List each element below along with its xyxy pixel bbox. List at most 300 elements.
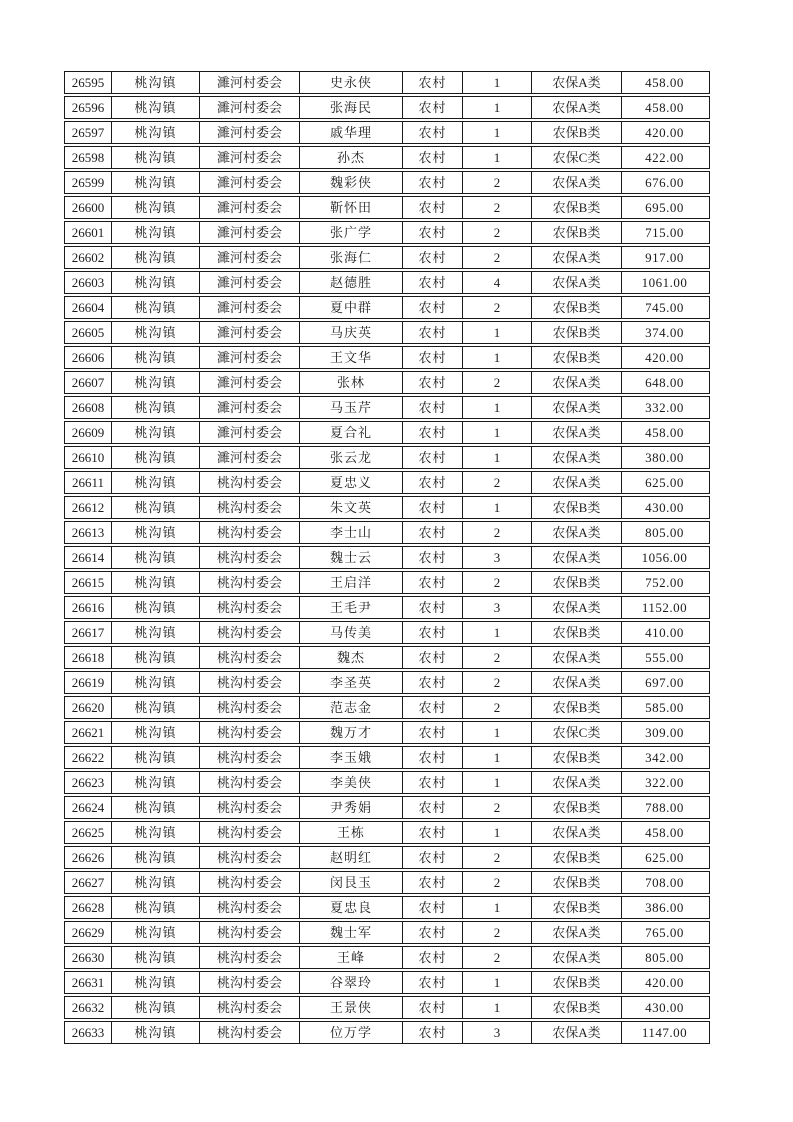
table-row	[64, 696, 710, 719]
amount: 1061.00	[641, 275, 688, 290]
residence-type: 农村	[403, 372, 463, 393]
insurance-category: 农保A类	[532, 372, 622, 393]
amount: 458.00	[645, 425, 684, 440]
record-id: 26602	[65, 247, 112, 268]
amount: 752.00	[645, 575, 684, 590]
person-count: 1	[463, 397, 532, 418]
person-count: 4	[463, 272, 532, 293]
amount: 1152.00	[641, 600, 688, 615]
person-count: 2	[463, 672, 532, 693]
town-name: 桃沟镇	[112, 397, 200, 418]
record-id: 26603	[65, 272, 112, 293]
amount: 805.00	[645, 950, 684, 965]
insurance-category: 农保A类	[532, 922, 622, 943]
record-id: 26600	[65, 197, 112, 218]
record-id: 26598	[65, 147, 112, 168]
person-name: 赵德胜	[300, 272, 403, 293]
record-id: 26631	[65, 972, 112, 993]
village-committee: 桃沟村委会	[200, 822, 300, 843]
town-name: 桃沟镇	[112, 947, 200, 968]
person-name: 夏中群	[300, 297, 403, 318]
table-row	[64, 321, 710, 344]
residence-type: 农村	[403, 347, 463, 368]
village-committee: 桃沟村委会	[200, 872, 300, 893]
table-row	[64, 221, 710, 244]
village-committee: 濉河村委会	[200, 397, 300, 418]
record-id: 26604	[65, 297, 112, 318]
amount: 765.00	[645, 925, 684, 940]
insurance-category: 农保B类	[532, 297, 622, 318]
residence-type: 农村	[403, 1022, 463, 1043]
person-name: 李玉娥	[300, 747, 403, 768]
person-count: 2	[463, 797, 532, 818]
insurance-category: 农保B类	[532, 347, 622, 368]
record-id: 26629	[65, 922, 112, 943]
person-name: 张云龙	[300, 447, 403, 468]
person-count: 2	[463, 872, 532, 893]
table-row	[64, 71, 710, 94]
person-count: 3	[463, 547, 532, 568]
town-name: 桃沟镇	[112, 597, 200, 618]
person-name: 魏士军	[300, 922, 403, 943]
insurance-category: 农保A类	[532, 647, 622, 668]
insurance-category: 农保B类	[532, 497, 622, 518]
person-name: 王栋	[300, 822, 403, 843]
town-name: 桃沟镇	[112, 222, 200, 243]
residence-type: 农村	[403, 572, 463, 593]
amount: 648.00	[645, 375, 684, 390]
person-count: 1	[463, 97, 532, 118]
residence-type: 农村	[403, 672, 463, 693]
village-committee: 桃沟村委会	[200, 997, 300, 1018]
town-name: 桃沟镇	[112, 472, 200, 493]
amount: 625.00	[645, 850, 684, 865]
insurance-category: 农保A类	[532, 772, 622, 793]
person-count: 1	[463, 747, 532, 768]
table-row	[64, 646, 710, 669]
person-name: 张广学	[300, 222, 403, 243]
town-name: 桃沟镇	[112, 447, 200, 468]
insurance-category: 农保A类	[532, 947, 622, 968]
person-name: 位万学	[300, 1022, 403, 1043]
village-committee: 桃沟村委会	[200, 672, 300, 693]
village-committee: 濉河村委会	[200, 372, 300, 393]
record-id: 26620	[65, 697, 112, 718]
insurance-category: 农保A类	[532, 422, 622, 443]
residence-type: 农村	[403, 522, 463, 543]
insurance-category: 农保B类	[532, 847, 622, 868]
residence-type: 农村	[403, 872, 463, 893]
residence-type: 农村	[403, 597, 463, 618]
village-committee: 桃沟村委会	[200, 897, 300, 918]
table-row	[64, 521, 710, 544]
amount: 458.00	[645, 825, 684, 840]
amount: 676.00	[645, 175, 684, 190]
amount: 745.00	[645, 300, 684, 315]
person-name: 马玉芹	[300, 397, 403, 418]
record-id: 26628	[65, 897, 112, 918]
person-count: 1	[463, 997, 532, 1018]
table-row	[64, 446, 710, 469]
person-count: 2	[463, 197, 532, 218]
person-name: 赵明红	[300, 847, 403, 868]
record-id: 26619	[65, 672, 112, 693]
amount: 430.00	[645, 500, 684, 515]
town-name: 桃沟镇	[112, 322, 200, 343]
residence-type: 农村	[403, 622, 463, 643]
amount: 322.00	[645, 775, 684, 790]
residence-type: 农村	[403, 247, 463, 268]
record-id: 26608	[65, 397, 112, 418]
table-row	[64, 771, 710, 794]
residence-type: 农村	[403, 922, 463, 943]
amount: 420.00	[645, 975, 684, 990]
amount: 386.00	[645, 900, 684, 915]
residence-type: 农村	[403, 822, 463, 843]
table-row	[64, 296, 710, 319]
insurance-category: 农保A类	[532, 547, 622, 568]
table-row	[64, 196, 710, 219]
village-committee: 桃沟村委会	[200, 972, 300, 993]
town-name: 桃沟镇	[112, 197, 200, 218]
village-committee: 桃沟村委会	[200, 522, 300, 543]
person-name: 夏合礼	[300, 422, 403, 443]
insurance-category: 农保B类	[532, 797, 622, 818]
village-committee: 桃沟村委会	[200, 747, 300, 768]
insurance-category: 农保B类	[532, 697, 622, 718]
town-name: 桃沟镇	[112, 372, 200, 393]
town-name: 桃沟镇	[112, 747, 200, 768]
insurance-category: 农保A类	[532, 822, 622, 843]
town-name: 桃沟镇	[112, 122, 200, 143]
person-name: 夏忠义	[300, 472, 403, 493]
table-row	[64, 821, 710, 844]
amount: 1147.00	[641, 1025, 688, 1040]
person-name: 马传美	[300, 622, 403, 643]
record-id: 26627	[65, 872, 112, 893]
village-committee: 濉河村委会	[200, 297, 300, 318]
town-name: 桃沟镇	[112, 822, 200, 843]
insurance-category: 农保B类	[532, 122, 622, 143]
table-row	[64, 621, 710, 644]
person-name: 李士山	[300, 522, 403, 543]
town-name: 桃沟镇	[112, 922, 200, 943]
person-name: 魏杰	[300, 647, 403, 668]
table-row	[64, 896, 710, 919]
table-row	[64, 971, 710, 994]
record-id: 26622	[65, 747, 112, 768]
residence-type: 农村	[403, 472, 463, 493]
person-name: 李美侠	[300, 772, 403, 793]
residence-type: 农村	[403, 122, 463, 143]
town-name: 桃沟镇	[112, 647, 200, 668]
record-id: 26630	[65, 947, 112, 968]
amount: 697.00	[645, 675, 684, 690]
person-count: 2	[463, 947, 532, 968]
town-name: 桃沟镇	[112, 722, 200, 743]
village-committee: 濉河村委会	[200, 272, 300, 293]
person-count: 2	[463, 847, 532, 868]
record-id: 26599	[65, 172, 112, 193]
town-name: 桃沟镇	[112, 147, 200, 168]
table-row	[64, 171, 710, 194]
table-row	[64, 921, 710, 944]
village-committee: 桃沟村委会	[200, 1022, 300, 1043]
amount: 430.00	[645, 1000, 684, 1015]
person-name: 张林	[300, 372, 403, 393]
insurance-category: 农保B类	[532, 747, 622, 768]
person-count: 1	[463, 72, 532, 93]
town-name: 桃沟镇	[112, 347, 200, 368]
insurance-category: 农保A类	[532, 397, 622, 418]
record-id: 26623	[65, 772, 112, 793]
person-count: 1	[463, 422, 532, 443]
residence-type: 农村	[403, 797, 463, 818]
record-id: 26611	[65, 472, 112, 493]
village-committee: 濉河村委会	[200, 72, 300, 93]
residence-type: 农村	[403, 272, 463, 293]
village-committee: 桃沟村委会	[200, 472, 300, 493]
person-count: 2	[463, 647, 532, 668]
town-name: 桃沟镇	[112, 772, 200, 793]
residence-type: 农村	[403, 297, 463, 318]
amount: 422.00	[645, 150, 684, 165]
table-row	[64, 846, 710, 869]
person-count: 2	[463, 472, 532, 493]
amount: 805.00	[645, 525, 684, 540]
residence-type: 农村	[403, 947, 463, 968]
table-row	[64, 246, 710, 269]
table-row	[64, 421, 710, 444]
person-count: 2	[463, 172, 532, 193]
amount: 585.00	[645, 700, 684, 715]
village-committee: 濉河村委会	[200, 322, 300, 343]
village-committee: 濉河村委会	[200, 222, 300, 243]
record-id: 26617	[65, 622, 112, 643]
insurance-category: 农保A类	[532, 1022, 622, 1043]
person-name: 王启洋	[300, 572, 403, 593]
insurance-category: 农保A类	[532, 472, 622, 493]
record-id: 26632	[65, 997, 112, 1018]
town-name: 桃沟镇	[112, 972, 200, 993]
village-committee: 桃沟村委会	[200, 797, 300, 818]
insurance-category: 农保A类	[532, 522, 622, 543]
amount: 342.00	[645, 750, 684, 765]
town-name: 桃沟镇	[112, 697, 200, 718]
table-row	[64, 596, 710, 619]
residence-type: 农村	[403, 972, 463, 993]
table-row	[64, 471, 710, 494]
town-name: 桃沟镇	[112, 897, 200, 918]
insurance-category: 农保A类	[532, 247, 622, 268]
residence-type: 农村	[403, 772, 463, 793]
person-name: 尹秀娟	[300, 797, 403, 818]
person-count: 1	[463, 497, 532, 518]
town-name: 桃沟镇	[112, 797, 200, 818]
person-name: 夏忠良	[300, 897, 403, 918]
person-count: 2	[463, 922, 532, 943]
village-committee: 濉河村委会	[200, 247, 300, 268]
table-row	[64, 671, 710, 694]
record-id: 26616	[65, 597, 112, 618]
town-name: 桃沟镇	[112, 172, 200, 193]
residence-type: 农村	[403, 147, 463, 168]
table-row	[64, 871, 710, 894]
village-committee: 桃沟村委会	[200, 922, 300, 943]
town-name: 桃沟镇	[112, 272, 200, 293]
record-id: 26618	[65, 647, 112, 668]
table-row	[64, 721, 710, 744]
amount: 715.00	[645, 225, 684, 240]
person-name: 马庆英	[300, 322, 403, 343]
record-id: 26612	[65, 497, 112, 518]
village-committee: 濉河村委会	[200, 347, 300, 368]
record-id: 26609	[65, 422, 112, 443]
village-committee: 桃沟村委会	[200, 847, 300, 868]
person-name: 孙杰	[300, 147, 403, 168]
person-name: 靳怀田	[300, 197, 403, 218]
person-name: 谷翠玲	[300, 972, 403, 993]
person-name: 张海民	[300, 97, 403, 118]
insurance-category: 农保A类	[532, 97, 622, 118]
table-row	[64, 371, 710, 394]
village-committee: 濉河村委会	[200, 172, 300, 193]
residence-type: 农村	[403, 222, 463, 243]
village-committee: 濉河村委会	[200, 147, 300, 168]
amount: 708.00	[645, 875, 684, 890]
table-row	[64, 146, 710, 169]
town-name: 桃沟镇	[112, 522, 200, 543]
table-row	[64, 271, 710, 294]
amount: 458.00	[645, 75, 684, 90]
residence-type: 农村	[403, 97, 463, 118]
village-committee: 桃沟村委会	[200, 697, 300, 718]
amount: 555.00	[645, 650, 684, 665]
town-name: 桃沟镇	[112, 672, 200, 693]
person-name: 范志金	[300, 697, 403, 718]
record-id: 26595	[65, 72, 112, 93]
amount: 420.00	[645, 125, 684, 140]
table-row	[64, 546, 710, 569]
record-id: 26615	[65, 572, 112, 593]
residence-type: 农村	[403, 497, 463, 518]
insurance-category: 农保A类	[532, 447, 622, 468]
amount: 625.00	[645, 475, 684, 490]
record-id: 26597	[65, 122, 112, 143]
residence-type: 农村	[403, 997, 463, 1018]
table-row	[64, 346, 710, 369]
record-id: 26613	[65, 522, 112, 543]
person-count: 2	[463, 222, 532, 243]
amount: 458.00	[645, 100, 684, 115]
amount: 309.00	[645, 725, 684, 740]
person-name: 王景侠	[300, 997, 403, 1018]
town-name: 桃沟镇	[112, 1022, 200, 1043]
person-name: 魏万才	[300, 722, 403, 743]
town-name: 桃沟镇	[112, 97, 200, 118]
record-id: 26621	[65, 722, 112, 743]
amount: 917.00	[645, 250, 684, 265]
village-committee: 桃沟村委会	[200, 547, 300, 568]
amount: 695.00	[645, 200, 684, 215]
person-count: 2	[463, 372, 532, 393]
amount: 380.00	[645, 450, 684, 465]
table-row	[64, 946, 710, 969]
insurance-category: 农保B类	[532, 572, 622, 593]
person-count: 1	[463, 447, 532, 468]
person-name: 李圣英	[300, 672, 403, 693]
village-committee: 濉河村委会	[200, 122, 300, 143]
insurance-roster-table	[64, 71, 710, 1046]
village-committee: 桃沟村委会	[200, 947, 300, 968]
person-name: 魏彩侠	[300, 172, 403, 193]
person-name: 王文华	[300, 347, 403, 368]
table-row	[64, 571, 710, 594]
insurance-category: 农保A类	[532, 672, 622, 693]
record-id: 26633	[65, 1022, 112, 1043]
village-committee: 濉河村委会	[200, 422, 300, 443]
amount: 420.00	[645, 350, 684, 365]
amount: 788.00	[645, 800, 684, 815]
person-count: 1	[463, 347, 532, 368]
residence-type: 农村	[403, 747, 463, 768]
record-id: 26625	[65, 822, 112, 843]
residence-type: 农村	[403, 697, 463, 718]
insurance-category: 农保B类	[532, 322, 622, 343]
table-row	[64, 746, 710, 769]
person-count: 1	[463, 722, 532, 743]
insurance-category: 农保A类	[532, 272, 622, 293]
town-name: 桃沟镇	[112, 422, 200, 443]
village-committee: 桃沟村委会	[200, 572, 300, 593]
person-count: 1	[463, 972, 532, 993]
person-name: 王峰	[300, 947, 403, 968]
record-id: 26626	[65, 847, 112, 868]
town-name: 桃沟镇	[112, 497, 200, 518]
record-id: 26605	[65, 322, 112, 343]
record-id: 26601	[65, 222, 112, 243]
person-count: 1	[463, 322, 532, 343]
town-name: 桃沟镇	[112, 72, 200, 93]
person-count: 1	[463, 897, 532, 918]
person-count: 1	[463, 622, 532, 643]
person-count: 1	[463, 822, 532, 843]
record-id: 26614	[65, 547, 112, 568]
village-committee: 桃沟村委会	[200, 647, 300, 668]
table-row	[64, 396, 710, 419]
person-count: 2	[463, 697, 532, 718]
insurance-category: 农保A类	[532, 72, 622, 93]
residence-type: 农村	[403, 397, 463, 418]
village-committee: 濉河村委会	[200, 197, 300, 218]
village-committee: 桃沟村委会	[200, 597, 300, 618]
table-row	[64, 96, 710, 119]
town-name: 桃沟镇	[112, 297, 200, 318]
residence-type: 农村	[403, 197, 463, 218]
person-count: 1	[463, 772, 532, 793]
record-id: 26607	[65, 372, 112, 393]
town-name: 桃沟镇	[112, 622, 200, 643]
record-id: 26606	[65, 347, 112, 368]
residence-type: 农村	[403, 322, 463, 343]
town-name: 桃沟镇	[112, 872, 200, 893]
village-committee: 桃沟村委会	[200, 497, 300, 518]
insurance-category: 农保B类	[532, 897, 622, 918]
residence-type: 农村	[403, 547, 463, 568]
village-committee: 桃沟村委会	[200, 622, 300, 643]
insurance-category: 农保A类	[532, 172, 622, 193]
amount: 332.00	[645, 400, 684, 415]
